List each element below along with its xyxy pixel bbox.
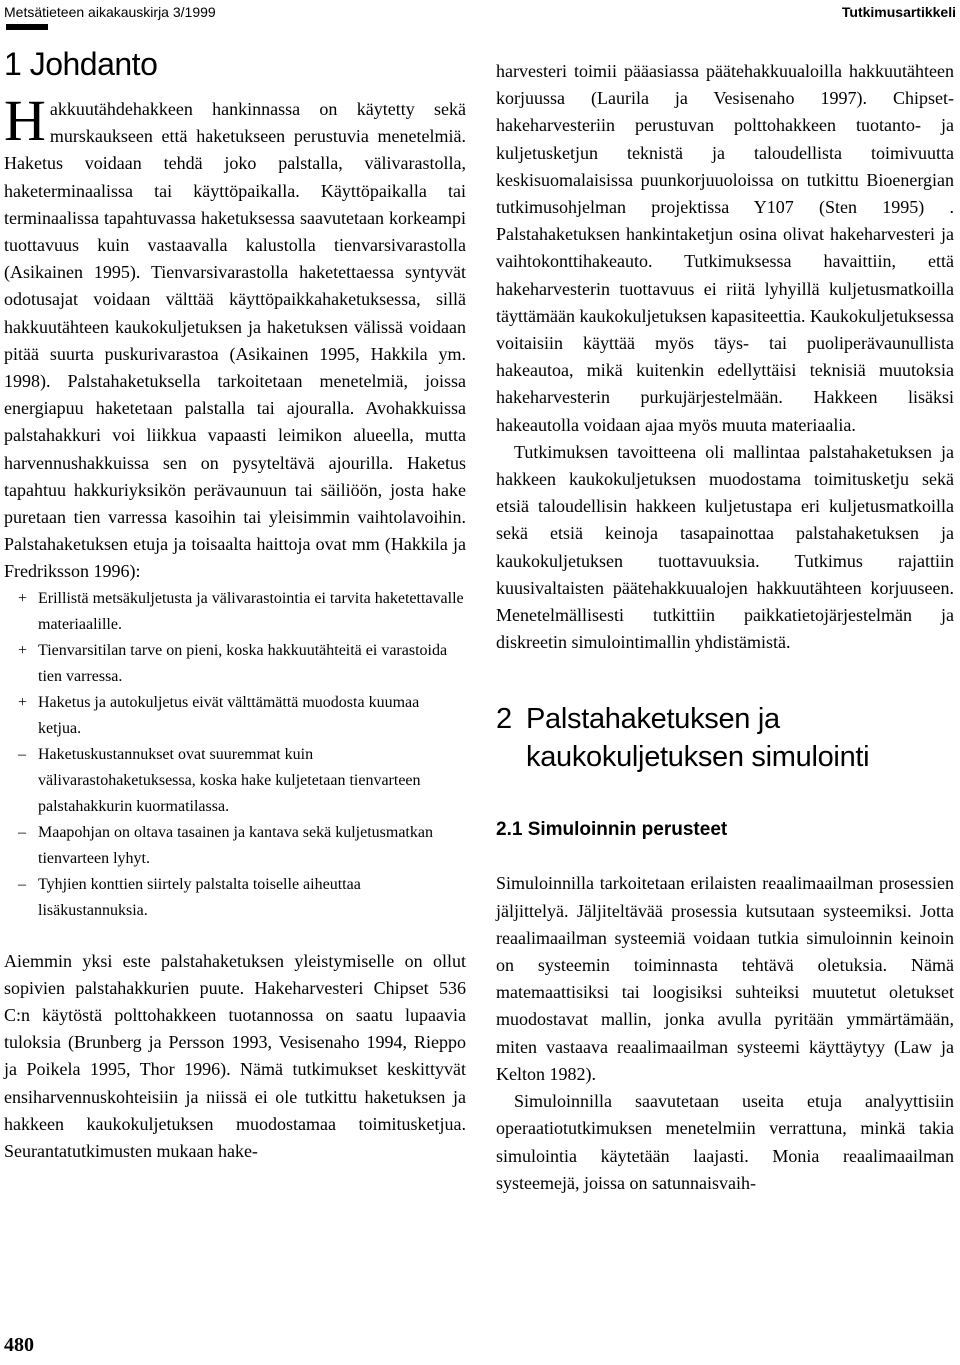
list-item bbox=[4, 820, 466, 872]
minus-mark: – bbox=[18, 875, 26, 893]
intro-paragraph-text: akkuutähdehakkeen hankinnassa on käytetty sekä murskaukseen että haketukseen perustuvia menetelmiä. Haketus voidaan tehdä joko palstalla, välivarastolla, haketerminaalissa tai käyttöpaikalla. Käyttöpaikalla tai terminaalissa tapahtuvassa haketuksessa saavutetaan korkeampi tuottavuus kuin vastaavalla kalustolla tienvarsivarastolla (Asikainen 1995). Tienvarsivarastolla haketettaessa syntyvät odotusajat voidaan välttää käyttöpaikkahaketuksessa, sillä hakkuutähteen kaukokuljetuksen ja haketuksen välissä voidaan pitää suurta puskurivarastoa (Asikainen 1995, Hakkila ym. 1998). Palstahaketuksella tarkoitetaan menetelmiä, joissa energiapuu haketetaan palstalla tai ajouralla. Avohakkuissa palstahakkuri voi liikkua vapaasti leimikon alueella, mutta harvennushakkuissa sen on pysyteltävä ajourilla. Haketus tapahtuu hakkuriyksikön perävaunuun tai säiliöön, josta hake puretaan tien varressa kasoihin tai yleisimmin vaihtolavoihin. Palstahaketuksen etuja ja toisaalta haittoja ovat mm (Hakkila ja Fredriksson 1996): bbox=[4, 99, 466, 582]
list-item-text: Haketus ja autokuljetus eivät välttämättä muodosta kuumaa ketjua. bbox=[38, 693, 420, 737]
article-type: Tutkimusartikkeli bbox=[841, 4, 956, 20]
journal-title: Metsätieteen aikakauskirja 3/1999 bbox=[4, 4, 216, 20]
section-heading-simulointi bbox=[496, 700, 954, 776]
list-item bbox=[4, 872, 466, 924]
page-number: 480 bbox=[4, 1334, 34, 1356]
disadvantages-list bbox=[4, 742, 466, 924]
list-item-text: Haketuskustannukset ovat suuremmat kuin välivarastohaketuksessa, koska hake kuljetetaan tienvarteen palstahakkurin kuormatilassa. bbox=[38, 745, 421, 815]
paragraph-simulation-benefits: Simuloinnilla saavutetaan useita etuja analyyttisiin operaatiotutkimuksen menetelmiin verrattuna, minkä takia simulointia käytetään laajasti. Monia reaalimaailman systeemejä, joissa on satunnaisvaih- bbox=[496, 1091, 954, 1193]
list-item bbox=[4, 742, 466, 820]
paragraph-chipset: Aiemmin yksi este palstahaketuksen yleistymiselle on ollut sopivien palstahakkurien puute. Hakeharvesteri Chipset 536 C:n käytöstä polttohakkeen tuotannossa on saatu lupaavia tuloksia (Brunberg ja Persson 1993, Vesisenaho 1994, Rieppo ja Poikela 1995, Thor 1996). Nämä tutkimukset keskittyvät ensiharvennuskohteisiin ja niissä ei ole tutkittu haketuksen ja hakkeen kaukokuljetuksen muodostamaa toimitusketjua. Seurantatutkimusten mukaan hake- bbox=[4, 950, 466, 1162]
plus-mark: + bbox=[18, 641, 28, 659]
paragraph-simulation-definition: Simuloinnilla tarkoitetaan erilaisten reaalimaailman prosessien jäljittelyä. Jäljiteltävää prosessia kutsutaan systeemiksi. Jotta reaalimaailman systeemiä voidaan tutkia simuloinnin keinoin on systeemin toiminnasta tehtävä oletuksia. Nämä matemaattisiksi tai loogisiksi suhteiksi muutetut oletukset muodostavat mallin, jonka avulla pyritään ymmärtämään, miten vastaava reaalimaailman systeemi käyttäytyy (Law ja Kelton 1982). bbox=[496, 873, 954, 1084]
list-item bbox=[4, 586, 466, 638]
section-number: 2 bbox=[496, 703, 512, 736]
minus-mark: – bbox=[18, 745, 26, 763]
minus-mark: – bbox=[18, 823, 26, 841]
intro-paragraph bbox=[4, 88, 466, 586]
list-item bbox=[4, 690, 466, 742]
header-rule bbox=[6, 24, 48, 30]
paragraph-continued: harvesteri toimii pääasiassa päätehakkuualoilla hakkuutähteen korjuussa (Laurila ja Vesisenaho 1997). Chipset-hakeharvesteriin perustuvan polttohakkeen tuotanto- ja kuljetusketjun teknistä ja taloudellista toimivuutta keskisuomalaisissa puunkorjuuoloissa on tutkittu Bioenergian tutkimusohjelman projektissa Y107 (Sten 1995) . Palstahaketuksen hankintaketjun osina olivat hakeharvesteri ja vaihtokonttihakeauto. Tutkimuksessa havaittiin, että hakeharvesterin tuottavuus ei riitä lyhyillä kuljetusmatkoilla täyttämään kaukokuljetuksen kapasiteettia. Kaukokuljetuksessa voitaisiin käyttää myös täys- tai puoliperävaunullista hakeautoa, mikä kuitenkin edellyttäisi teknisiä muutoksia hakeharvesterin purkujärjestelmään. Hakkeen lisäksi hakeautolla voidaan ajaa myös muuta materiaalia. bbox=[496, 61, 954, 435]
drop-cap: H bbox=[4, 88, 46, 153]
plus-mark: + bbox=[18, 589, 28, 607]
list-item-text: Maapohjan on oltava tasainen ja kantava sekä kuljetusmatkan tienvarteen lyhyt. bbox=[38, 823, 433, 867]
subsection-heading: 2.1 Simuloinnin perusteet bbox=[496, 819, 728, 841]
list-item-text: Erillistä metsäkuljetusta ja välivarastointia ei tarvita haketettavalle materiaalille. bbox=[38, 589, 464, 633]
section-heading-johdanto: 1 Johdanto bbox=[4, 46, 158, 82]
list-item-text: Tyhjien konttien siirtely palstalta toiselle aiheuttaa lisäkustannuksia. bbox=[38, 875, 361, 919]
list-item-text: Tienvarsitilan tarve on pieni, koska hakkuutähteitä ei varastoida tien varressa. bbox=[38, 641, 448, 685]
plus-mark: + bbox=[18, 693, 28, 711]
left-column bbox=[4, 44, 466, 1165]
list-item bbox=[4, 638, 466, 690]
running-head bbox=[4, 0, 956, 24]
advantages-list bbox=[4, 586, 466, 742]
paragraph-objectives: Tutkimuksen tavoitteena oli mallintaa palstahaketuksen ja hakkeen kaukokuljetuksen muodostama toimitusketju sekä etsiä taloudellisin hakkeen kuljetustapa eri kuljetusmatkoilla sekä etsiä keinoja tasapainottaa palstahaketuksen ja kaukokuljetuksen tuottavuuksia. Tutkimus rajattiin kuusivaltaisten päätehakkuualojen hakkuutähteen korjuuseen. Menetelmällisesti tutkittiin paikkatietojärjestelmän ja diskreetin simulointimallin yhdistämistä. bbox=[496, 441, 954, 653]
right-column bbox=[496, 58, 954, 1197]
section-title: Palstahaketuksen ja kaukokuljetuksen simulointi bbox=[526, 703, 870, 774]
